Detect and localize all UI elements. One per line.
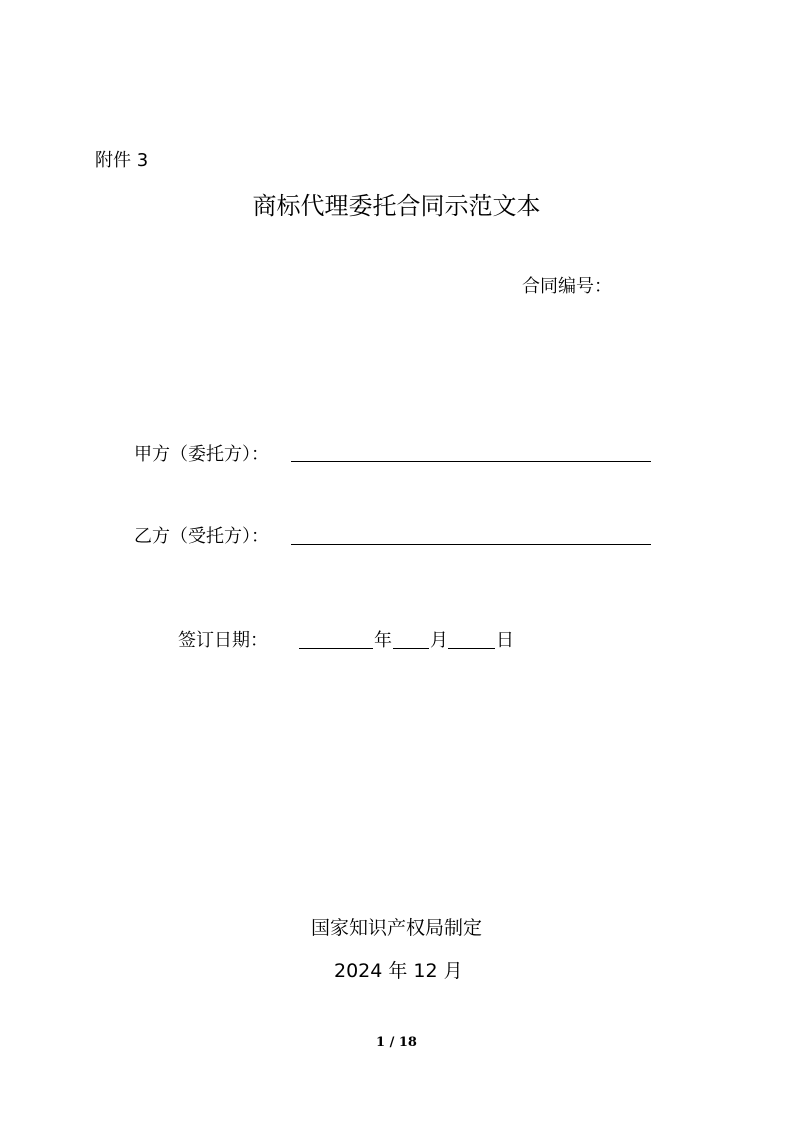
signing-day-blank[interactable] [448,648,495,649]
party-a-label: 甲方（委托方）： [134,444,269,465]
page-number: 1 / 18 [376,1035,417,1050]
document-title: 商标代理委托合同示范文本 [252,192,541,220]
signing-month-blank[interactable] [393,648,429,649]
issue-date: 2024 年 12 月 [334,960,463,982]
year-unit-label: 年 [374,630,392,651]
month-unit-label: 月 [430,630,448,651]
day-unit-label: 日 [496,630,514,651]
party-b-blank-line[interactable] [291,544,651,545]
party-a-blank-line[interactable] [291,461,651,462]
signing-date-label: 签订日期： [178,630,268,651]
party-b-label: 乙方（受托方）： [134,526,269,547]
issuer-text: 国家知识产权局制定 [310,917,482,939]
signing-year-blank[interactable] [299,648,373,649]
attachment-label: 附件 3 [95,150,149,171]
contract-number-label: 合同编号： [522,276,612,297]
